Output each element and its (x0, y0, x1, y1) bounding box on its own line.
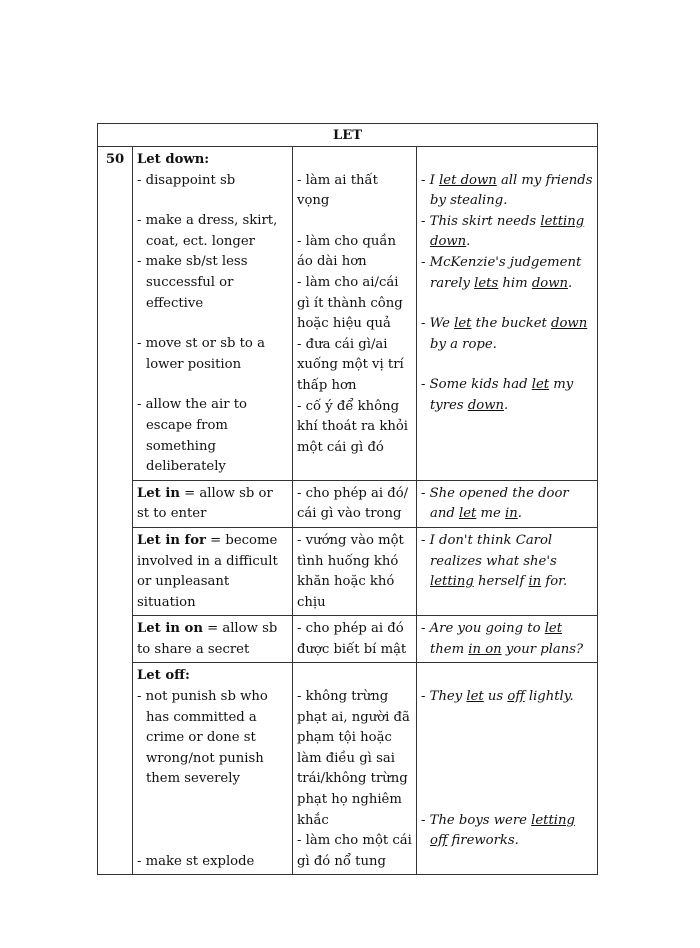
example-text: - Are you going to (421, 621, 545, 637)
sense-en: - make a dress, skirt, coat, ect. longer (137, 213, 278, 249)
example-text: them (430, 641, 469, 657)
example-text: - McKenzie's judgement rarely (421, 254, 582, 291)
example-text: - Some kids had (421, 377, 532, 393)
entry-definition: = become involved in a difficult or unpleasant situation (137, 532, 278, 610)
let-in-on-meaning (133, 616, 293, 663)
entry-heading: Let off: (137, 668, 190, 684)
underlined-phrase: let (466, 689, 484, 705)
sense-en: - disappoint sb (137, 172, 236, 188)
sense-vi: - làm cho một cái gì đó nổ tung (297, 833, 412, 869)
underlined-phrase: letting off (430, 812, 575, 849)
table-row (98, 663, 598, 875)
example-text: . (517, 506, 522, 522)
let-off-examples (417, 663, 598, 875)
sense-vi: - vướng vào một tình huống khó khăn hoặc khó chịu (293, 527, 417, 615)
let-off-meanings (133, 663, 293, 875)
example-text: my tyres (430, 377, 574, 413)
example (421, 484, 593, 525)
underlined-phrase: down (551, 316, 588, 332)
example-text: me (476, 506, 506, 522)
example-text: - I (421, 172, 440, 188)
underlined-phrase: let (531, 377, 550, 393)
example (421, 253, 593, 294)
entry-definition: = allow sb to share a secret (137, 621, 278, 657)
let-in-for-meaning (133, 527, 293, 615)
sense-vi: - làm cho ai/cái gì ít thành công hoặc hiệu quả (297, 274, 403, 332)
sense-en: - not punish sb who has committed a crime or done st wrong/not punish them severely (137, 689, 268, 787)
underlined-phrase: down (531, 275, 569, 291)
underlined-phrase: letting (430, 574, 474, 590)
example (421, 619, 593, 660)
let-down-examples (417, 147, 598, 481)
underlined-phrase: off (507, 689, 525, 705)
example-text: - The boys were (421, 812, 532, 828)
table-row (98, 480, 598, 527)
table-title: LET (98, 124, 598, 147)
example-text: - I don't think Carol realizes what she's (421, 532, 557, 569)
table-header-row (98, 124, 598, 147)
example (421, 531, 593, 593)
example-text: your plans? (501, 641, 584, 657)
table-row (98, 527, 598, 615)
example-text: . (504, 397, 509, 413)
example-text: . (466, 234, 471, 250)
underlined-phrase: lets (474, 275, 499, 291)
example-text: herself (473, 574, 529, 590)
underlined-phrase: in (528, 574, 542, 590)
underlined-phrase: let (454, 316, 472, 332)
table-row (98, 616, 598, 663)
example-text: for. (541, 574, 568, 590)
table-row (98, 147, 598, 481)
example (421, 375, 593, 416)
underlined-phrase: let down (439, 172, 497, 188)
example-text: - We (421, 316, 455, 332)
entry-heading: Let in for (137, 532, 206, 548)
let-in-example (417, 480, 598, 527)
example-text: the bucket (471, 316, 552, 332)
example-text: - This skirt needs (421, 213, 541, 229)
sense-en: - move st or sb to a lower position (137, 336, 265, 372)
sense-vi: - đưa cái gì/ai xuống một vị trí thấp hơn (297, 336, 404, 393)
underlined-phrase: let (459, 506, 477, 522)
sense-vi: - cho phép ai đó/ cái gì vào trong (293, 480, 417, 527)
example (421, 171, 593, 212)
let-in-for-example (417, 527, 598, 615)
sense-en: - make st explode (137, 853, 255, 869)
let-in-on-example (417, 616, 598, 663)
underlined-phrase: in (505, 506, 518, 522)
example-text: . (568, 275, 573, 291)
phrasal-verb-table (97, 123, 598, 875)
example-text: - They (421, 689, 467, 705)
entry-heading: Let down: (137, 152, 210, 167)
example-text: all my friends by stealing. (430, 172, 593, 209)
example (421, 811, 593, 852)
underlined-phrase: letting down (430, 213, 585, 250)
example-text: him (498, 275, 532, 291)
sense-en: - allow the air to escape from something deliberately (137, 397, 247, 475)
let-in-meaning (133, 480, 293, 527)
sense-vi: - cố ý để không khí thoát ra khỏi một cái gì đó (297, 398, 408, 455)
let-off-translations (293, 663, 417, 875)
let-down-meanings (133, 147, 293, 481)
example-text: fireworks. (447, 833, 519, 849)
example-text: lightly. (524, 689, 574, 705)
underlined-phrase: down (467, 397, 504, 413)
entry-heading: Let in (137, 485, 180, 501)
entry-definition: = allow sb or st to enter (137, 485, 273, 522)
sense-vi: - cho phép ai đó được biết bí mật (293, 616, 417, 663)
sense-vi: - làm ai thất vọng (297, 172, 378, 209)
sense-vi: - làm cho quần áo dài hơn (297, 233, 396, 270)
example-text: us (483, 689, 508, 705)
sense-vi: - không trừng phạt ai, người đã phạm tội hoặc làm điều gì sai trái/không trừng phạt họ nghiêm khắc (297, 689, 410, 828)
example-text: - She opened the door and (421, 485, 569, 522)
sense-en: - make sb/st less successful or effective (137, 254, 248, 311)
entry-number: 50 (98, 147, 133, 875)
example-text: by a rope. (430, 336, 497, 352)
let-down-translations (293, 147, 417, 481)
entry-heading: Let in on (137, 621, 203, 637)
example (421, 687, 593, 708)
underlined-phrase: in on (468, 641, 502, 657)
example (421, 212, 593, 253)
underlined-phrase: let (544, 621, 563, 637)
example (421, 314, 593, 355)
